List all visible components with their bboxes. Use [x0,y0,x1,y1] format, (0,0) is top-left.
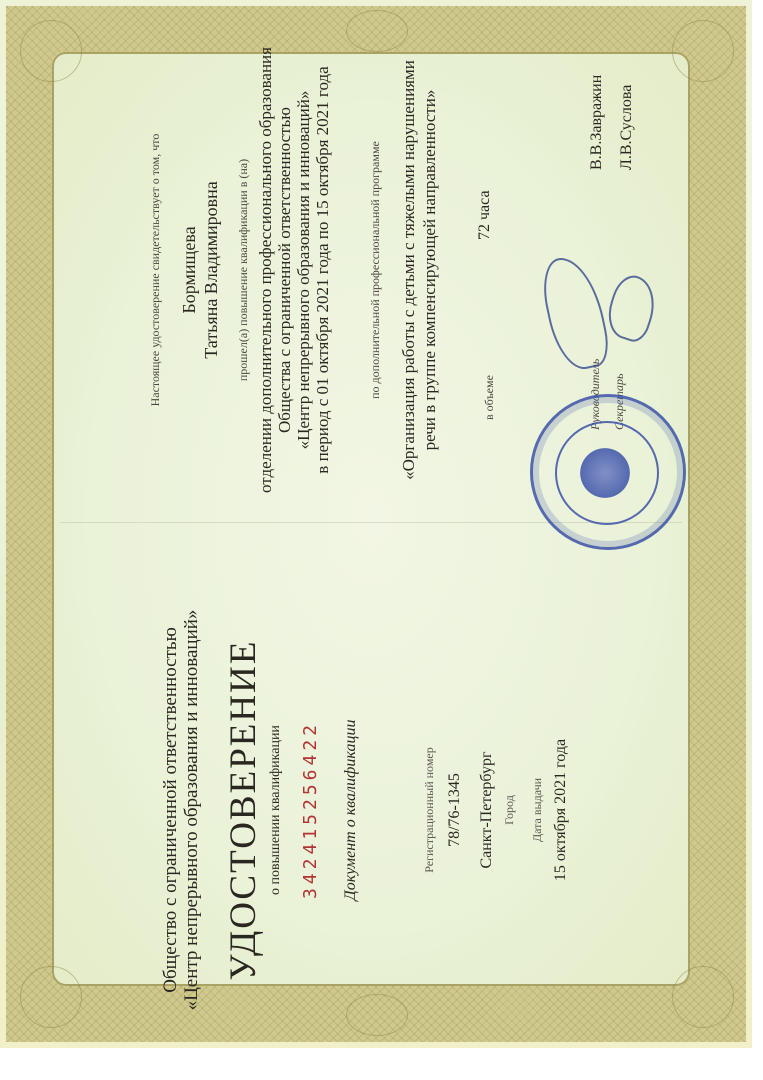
city-label: Город [502,795,516,825]
city-value: Санкт-Петербург [478,751,495,869]
registration-number: 78/76-1345 [446,773,463,847]
program-line-1: «Организация работы с детьми с тяжелыми нарушениями [399,60,418,480]
issue-date: 15 октября 2021 года [552,738,569,882]
department-block [256,0,332,540]
document-subtitle: о повышении квалификации [268,725,283,895]
intro-text: Настоящее удостоверение свидетельствует о том, что [148,133,162,407]
head-name: В.В.Завражин [588,74,605,170]
left-panel [0,540,763,1080]
document-type: Документ о квалификации [342,719,359,901]
org-line-1: Общество с ограниченной ответственностью [160,627,181,993]
issue-date-label: Дата выдачи [530,777,544,843]
dept-line-3: «Центр непрерывного образования и инноваций» [294,90,313,450]
dept-line-4: в период с 01 октября 2021 года по 15 октября 2021 года [313,66,332,474]
serial-number: 342415256422 [300,720,321,900]
program-title [398,0,440,540]
program-label: по дополнительной профессиональной программе [368,141,382,399]
program-hours: 72 часа [476,190,493,240]
passed-text: прошел(а) повышение квалификации в (на) [236,158,250,382]
secretary-name: Л.В.Суслова [618,84,635,170]
official-seal-icon [530,394,686,550]
program-line-2: речи в группе компенсирующей направленности» [420,89,439,451]
dept-line-2: Общества с ограниченной ответственностью [275,107,294,434]
holder-given-names: Татьяна Владимировна [201,181,221,359]
dept-line-1: отделении дополнительного профессионального образования [256,47,275,493]
volume-label: в объеме [482,375,496,420]
org-line-2: «Центр непрерывного образования и инноваций» [181,609,202,1011]
eagle-emblem-icon [575,445,635,501]
issuer-organization [160,540,202,1080]
document-title: УДОСТОВЕРЕНИЕ [223,639,264,981]
secretary-signature [601,271,663,345]
holder-surname: Бормищева [179,226,199,314]
secretary-label: Секретарь [612,373,626,430]
head-signature [537,252,614,375]
holder-name [178,0,222,540]
head-label: Руководитель [588,358,602,430]
registration-label: Регистрационный номер [422,747,436,873]
